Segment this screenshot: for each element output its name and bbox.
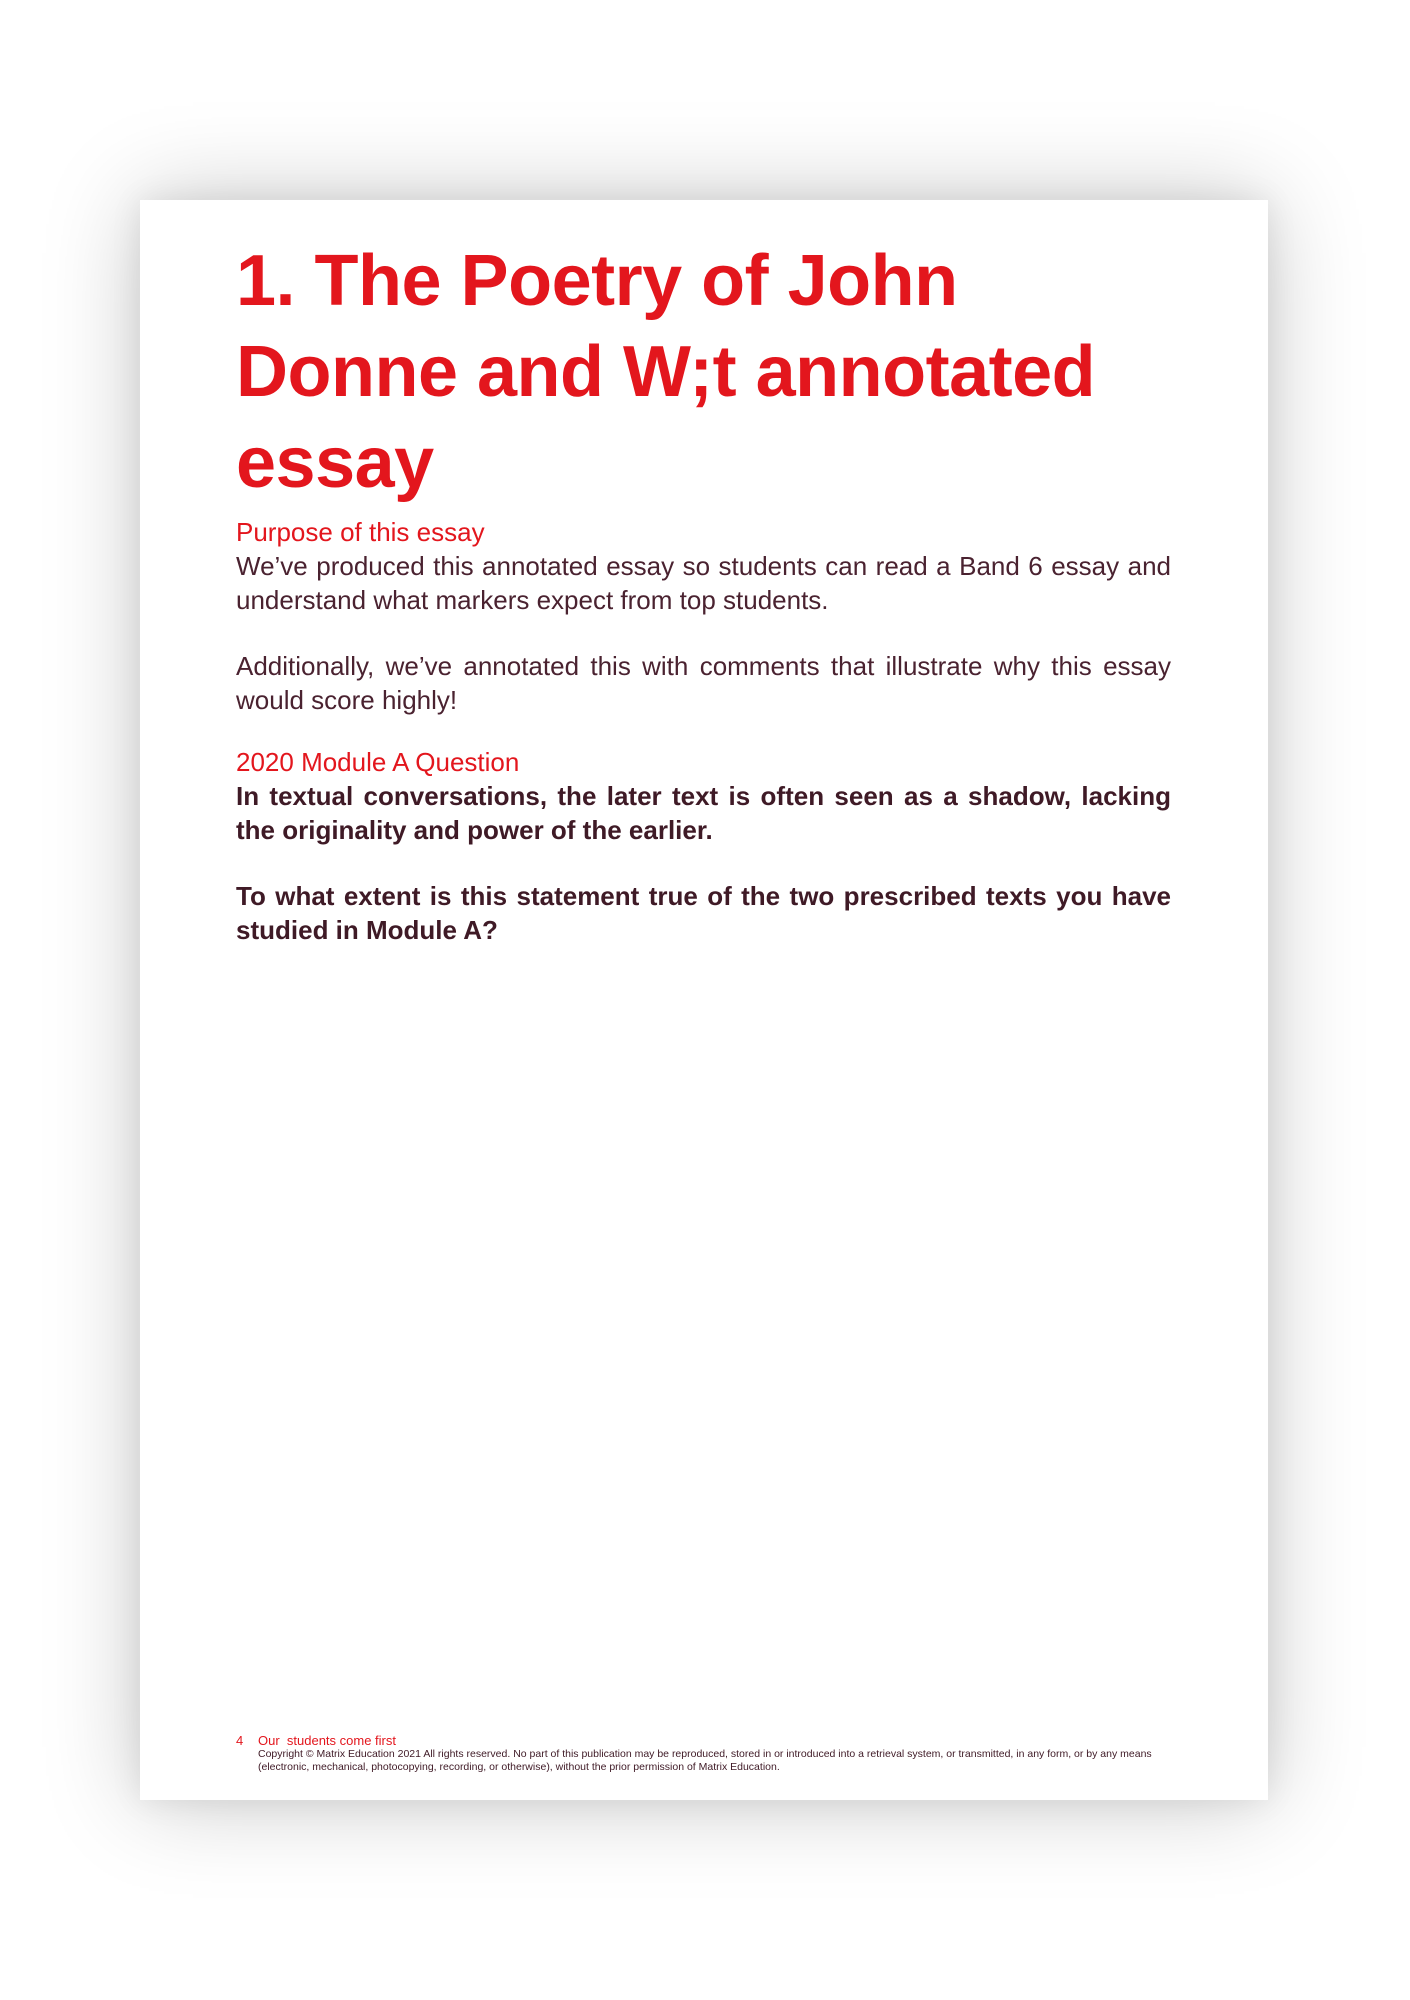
- document-page: [140, 200, 1268, 1800]
- purpose-paragraph-2: Additionally, we’ve annotated this with comments that illustrate why this essay would score highly!: [236, 651, 1171, 715]
- footer-slogan-line: [236, 1734, 1176, 1748]
- question-paragraph-1: In textual conversations, the later text is often seen as a shadow, lacking the originality and power of the earlier.: [236, 781, 1171, 845]
- footer-copyright: Copyright © Matrix Education 2021 All rights reserved. No part of this publication may be reproduced, stored in or introduced into a retrieval system, or transmitted, in any form, or by any means (electronic, mechanical, photocopying, recording, or otherwise), without the prior permission of Matrix Education.: [258, 1748, 1152, 1773]
- purpose-heading: Purpose of this essay: [236, 517, 485, 547]
- question-paragraph-2: To what extent is this statement true of the two prescribed texts you have studied in Module A?: [236, 881, 1171, 945]
- page-footer: [236, 1734, 1176, 1774]
- purpose-paragraph-1: We’ve produced this annotated essay so students can read a Band 6 essay and understand what markers expect from top students.: [236, 551, 1171, 615]
- page-title: 1. The Poetry of John Donne and W;t annotated essay: [236, 241, 1096, 503]
- page-content: [236, 236, 1171, 947]
- footer-slogan: Our students come first: [258, 1733, 396, 1748]
- question-heading: 2020 Module A Question: [236, 747, 520, 777]
- page-number: 4: [236, 1733, 244, 1748]
